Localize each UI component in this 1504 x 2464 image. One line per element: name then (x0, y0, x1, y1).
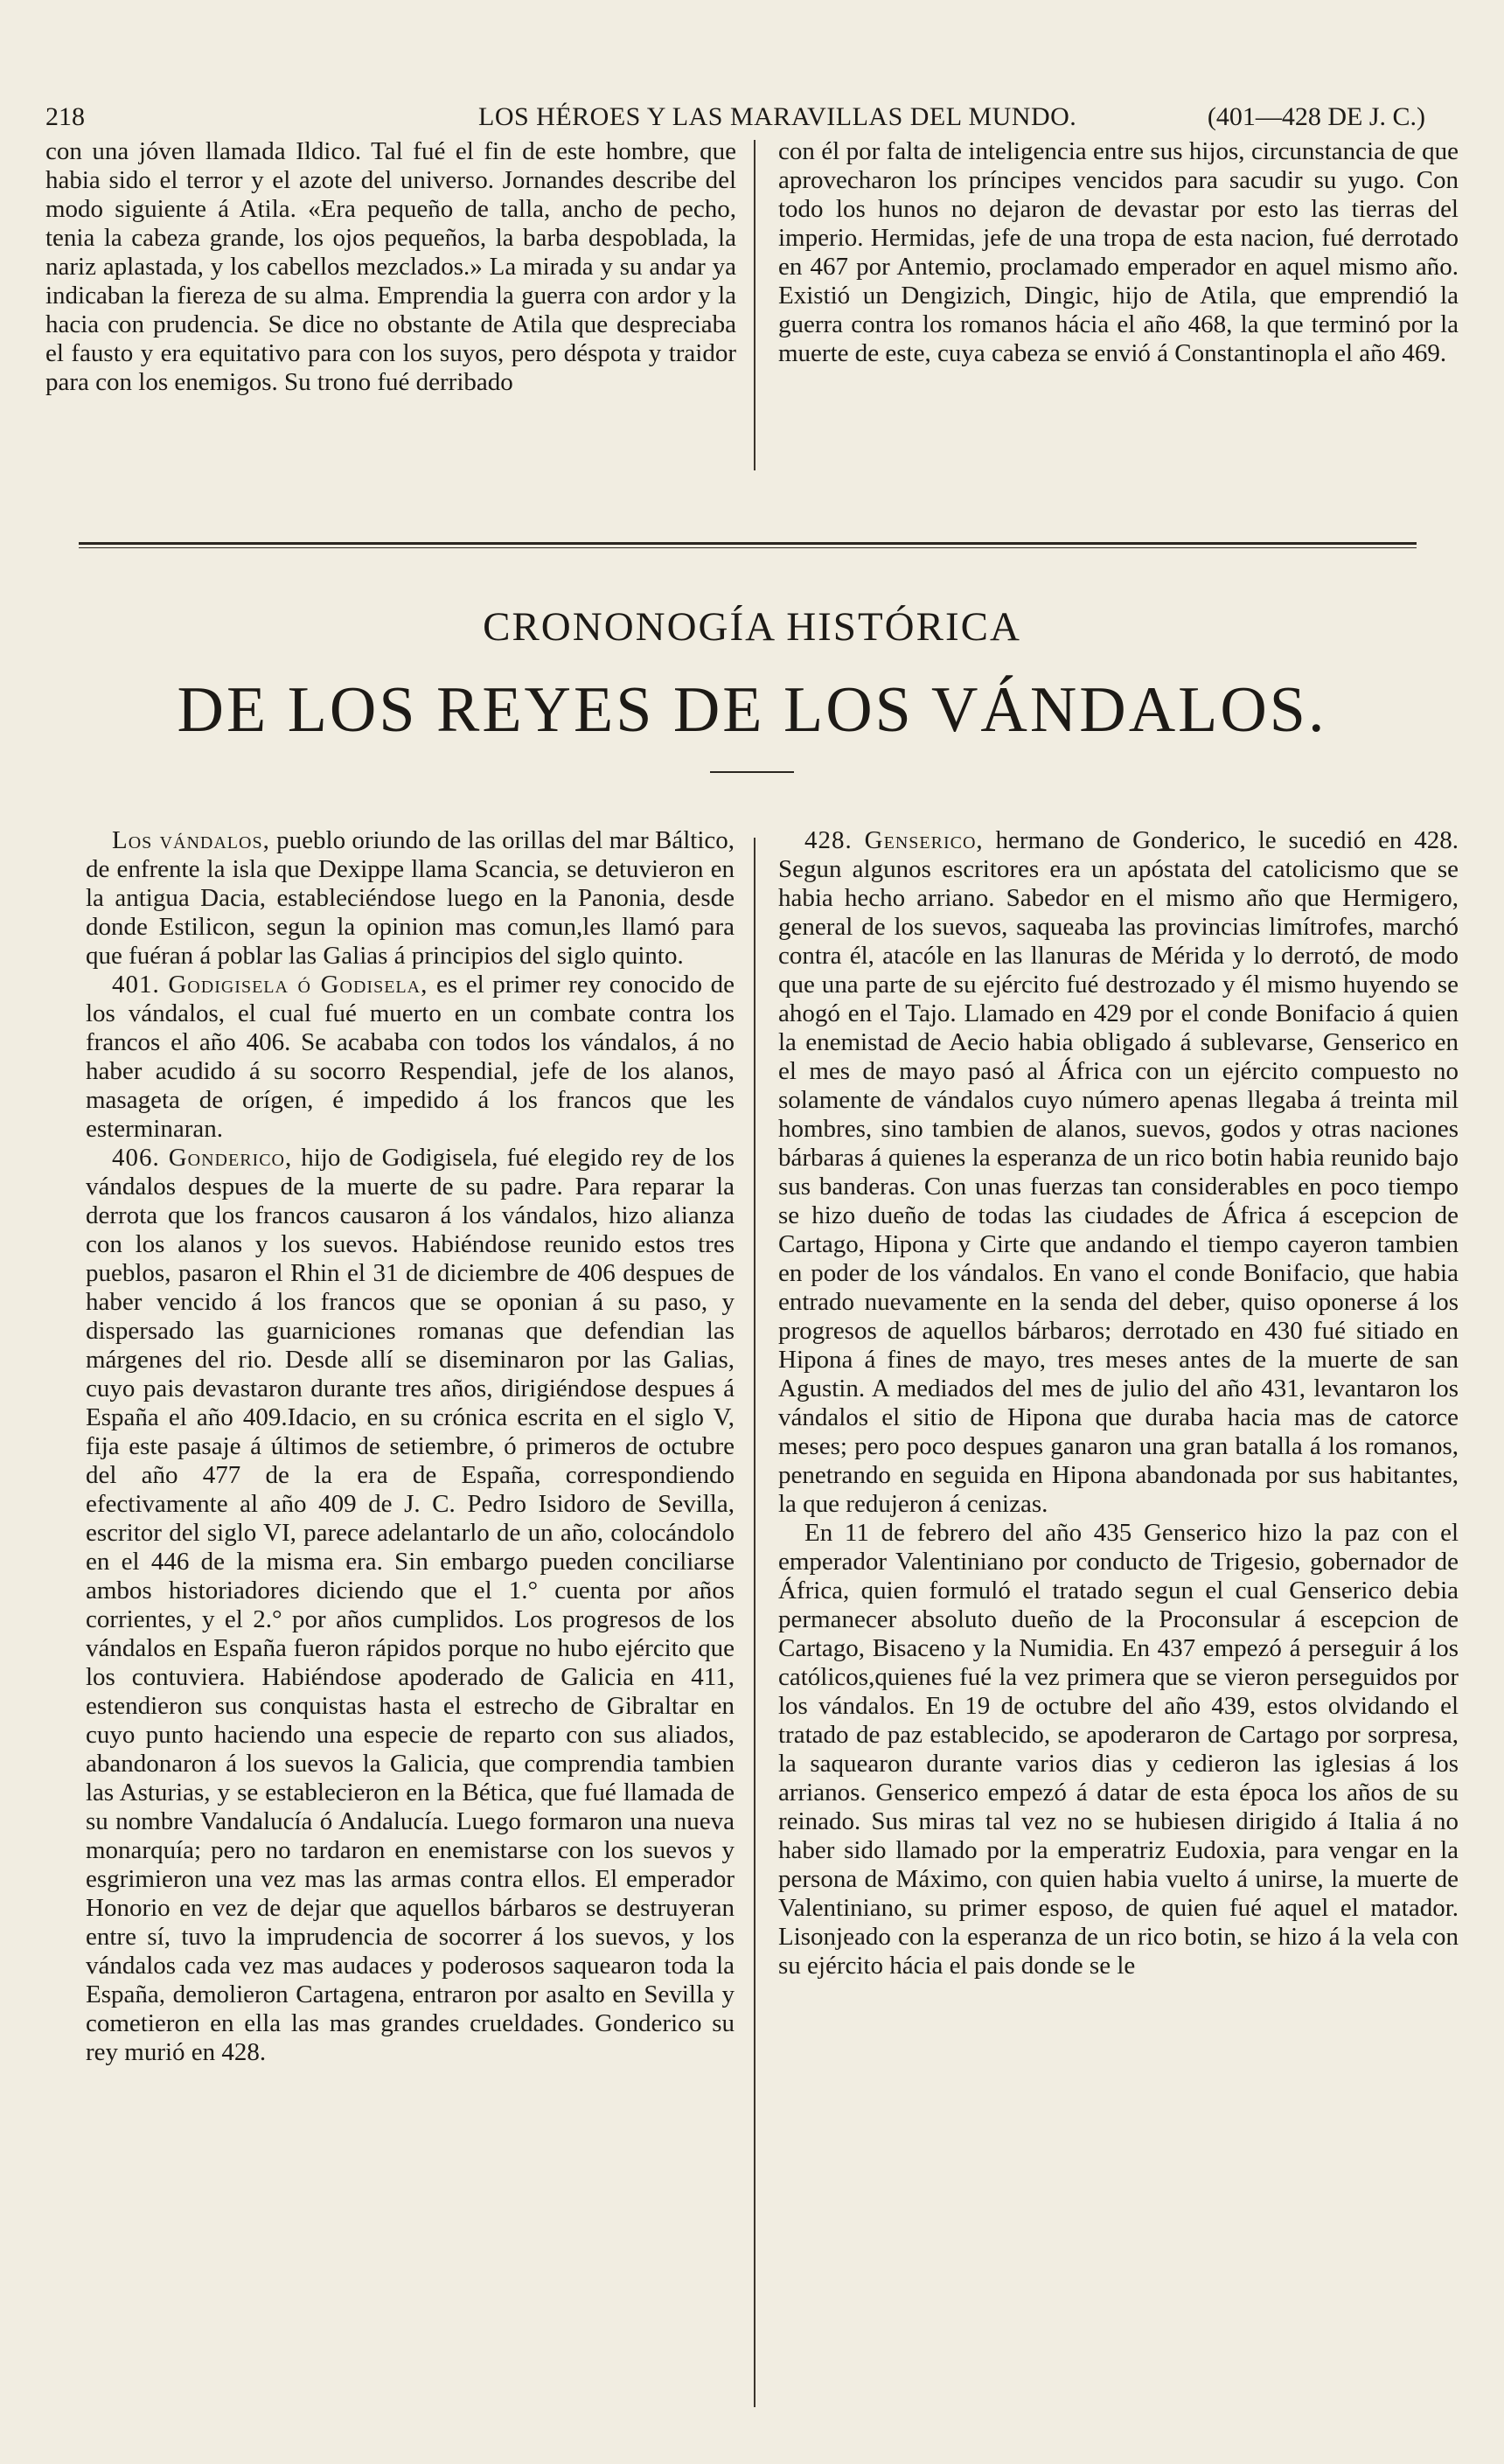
chapter-title-line2: DE LOS REYES DE LOS VÁNDALOS. (177, 674, 1327, 746)
entry-text: es el primer rey conocido de los vándalos, el cual fué muerto en un combate contra los francos el año 406. Se acababa con todos los vándalos, á no haber acudido á su socorro Respendial, jefe de los alanos, masageta de orígen, é impedido á los francos que les esterminaran. (86, 971, 735, 1143)
entry-paragraph (86, 826, 735, 971)
top-right-column (778, 137, 1459, 368)
entry-paragraph (778, 1519, 1459, 1980)
entry-lead: Godigisela ó Godisela, (168, 971, 428, 999)
entry-text: hermano de Gonderico, le sucedió en 428. Segun algunos escritores era un apóstata del catolicismo que se habia hecho arriano. Sabedor en el mismo año que Hermigero, general de los suevos, saqueaba las provincias limítrofes, marchó contra él, atacóle en las llanuras de Mérida y lo derrotó, de modo que una parte de su ejército fué destrozado y él mismo huyendo se ahogó en el Tajo. Llamado en 429 por el conde Bonifacio á quien la enemistad de Aecio habia obligado á sublevarse, Genserico en el mes de mayo pasó al África con un ejército compuesto no solamente de vándalos cuyo número apenas llegaba á treinta mil hombres, sino tambien de alanos, suevos, godos y otras naciones bárbaras á quienes la esperanza de un rico botin habia reunido bajo sus banderas. Con unas fuerzas tan considerables en poco tiempo se hizo dueño de todas las ciudades de África á escepcion de Cartago, Hipona y Cirte que andando el tiempo cayeron tambien en poder de los vándalos. En vano el conde Bonifacio, que habia entrado nuevamente en la senda del deber, quiso oponerse á los progresos de aquellos bárbaros; derrotado en 430 fué sitiado en Hipona á fines de mayo, tres meses antes de la muerte de san Agustin. A mediados del mes de julio del año 431, levantaron los vándalos el sitio de Hipona que duraba hacia mas de catorce meses; pero poco despues ganaron una gran batalla á los romanos, penetrando en seguida en Hipona abandonada por sus habitantes, la que redujeron á cenizas. (778, 826, 1459, 1518)
entry-text: pueblo oriundo de las orillas del mar Báltico, de enfrente la isla que Dexippe llama Scancia, se detuvieron en la antigua Dacia, estableciéndose luego en la Panonia, desde donde Estilicon, segun la opinion mas comun,les llamó para que fuéran á poblar las Galias á principios del siglo quinto. (86, 826, 735, 970)
running-title: LOS HÉROES Y LAS MARAVILLAS DEL MUNDO. (478, 102, 1077, 131)
column-divider-top (754, 140, 755, 470)
entry-text: hijo de Godigisela, fué elegido rey de los vándalos despues de la muerte de su padre. Para reparar la derrota que los francos causaron á los vándalos, hizo alianza con los alanos y los suevos. Habiéndose reunido estos tres pueblos, pasaron el Rhin el 31 de diciembre de 406 despues de haber vencido á los francos que se oponian á su paso, y dispersado las guarniciones romanas que defendian las márgenes del rio. Desde allí se diseminaron por las Galias, cuyo pais devastaron durante tres años, dirigiéndose despues á España el año 409.Idacio, en su crónica escrita en el siglo V, fija este pasaje á últimos de setiembre, ó primeros de octubre del año 477 de la era de España, correspondiendo efectivamente al año 409 de J. C. Pedro Isidoro de Sevilla, escritor del siglo VI, parece adelantarlo de un año, colocándolo en el 446 de la misma era. Sin embargo pueden conciliarse ambos historiadores diciendo que el 1.° cuenta por años corrientes, y el 2.° por años cumplidos. Los progresos de los vándalos en España fueron rápidos porque no hubo ejército que los contuviera. Habiéndose apoderado de Galicia en 411, estendieron sus conquistas hasta el estrecho de Gibraltar en cuyo punto haciendo una especie de reparto con sus aliados, abandonaron á los suevos la Galicia, que comprendia tambien las Asturias, y se establecieron en la Bética, que fué llamada de su nombre Vandalucía ó Andalucía. Luego formaron una nueva monarquía; pero no tardaron en enemistarse con los suevos y esgrimieron una vez mas las armas contra ellos. El emperador Honorio en vez de dejar que aquellos bárbaros se destruyeran entre sí, tuvo la imprudencia de socorrer á los suevos, y los vándalos cada vez mas audaces y poderosos saquearon toda la España, demolieron Cartagena, entraron por asalto en Sevilla y cometieron en ella las mas grandes crueldades. Gonderico su rey murió en 428. (86, 1144, 735, 2066)
section-divider-rule (79, 542, 1417, 548)
entry-year: 406. (112, 1144, 160, 1172)
entry-paragraph (86, 1144, 735, 2067)
chapter-title-line1: CRONONOGÍA HISTÓRICA (483, 604, 1021, 650)
entry-lead: Los vándalos, (112, 826, 270, 854)
entry-year: 401. (112, 971, 160, 999)
running-header (45, 98, 1425, 136)
date-range: (401—428 DE J. C.) (1207, 102, 1425, 131)
page-number: 218 (45, 102, 85, 131)
left-body-column (86, 826, 735, 2067)
entry-paragraph (86, 971, 735, 1144)
entry-lead: Genserico, (864, 826, 984, 854)
entry-text: En 11 de febrero del año 435 Genserico hizo la paz con el emperador Valentiniano por conducto de Trigesio, gobernador de África, quien formuló el tratado segun el cual Genserico debia permanecer absoluto dueño de la Proconsular á escepcion de Cartago, Bisaceno y la Numidia. En 437 empezó á perseguir á los católicos,quienes fué la vez primera que se vieron perseguidos por los vándalos. En 19 de octubre del año 439, estos olvidando el tratado de paz establecido, se apoderaron de Cartago por sorpresa, la saquearon durante varios dias y cedieron las iglesias á los arrianos. Genserico empezó á datar de esta época los años de su reinado. Sus miras tal vez no se hubiesen dirigido á Italia á no haber sido llamado por la emperatriz Eudoxia, para vengar en la persona de Máximo, con quien habia vuelto á unirse, la muerte de Valentiniano, su primer esposo, de quien fué aquel el matador. Lisonjeado con la esperanza de un rico botin, se hizo á la vela con su ejército hácia el pais donde se le (778, 1519, 1459, 1980)
entry-lead: Gonderico, (168, 1144, 293, 1172)
title-short-rule (710, 771, 794, 773)
entry-paragraph (778, 826, 1459, 1519)
entry-year: 428. (804, 826, 853, 854)
top-right-paragraph: con él por falta de inteligencia entre sus hijos, circunstancia de que aprovecharon los príncipes vencidos para sacudir su yugo. Con todo los hunos no dejaron de devastar por esto las tierras del imperio. Hermidas, jefe de una tropa de esta nacion, fué derrotado en 467 por Antemio, proclamado emperador en aquel mismo año. Existió un Dengizich, Dingic, hijo de Atila, que emprendió la guerra contra los romanos hácia el año 468, la que terminó por la muerte de este, cuya cabeza se envió á Constantinopla el año 469. (778, 137, 1459, 367)
top-left-column (45, 137, 736, 397)
top-left-paragraph: con una jóven llamada Ildico. Tal fué el fin de este hombre, que habia sido el terror y el azote del universo. Jornandes describe del modo siguiente á Atila. «Era pequeño de talla, ancho de pecho, tenia la cabeza grande, los ojos pequeños, la barba despoblada, la nariz aplastada, y los cabellos mezclados.» La mirada y su andar ya indicaban la fiereza de su alma. Emprendia la guerra con ardor y la hacia con prudencia. Se dice no obstante de Atila que despreciaba el fausto y era equitativo para con los suyos, pero déspota y traidor para con los enemigos. Su trono fué derribado (45, 137, 736, 396)
column-divider-bottom (754, 838, 755, 2407)
right-body-column (778, 826, 1459, 1980)
